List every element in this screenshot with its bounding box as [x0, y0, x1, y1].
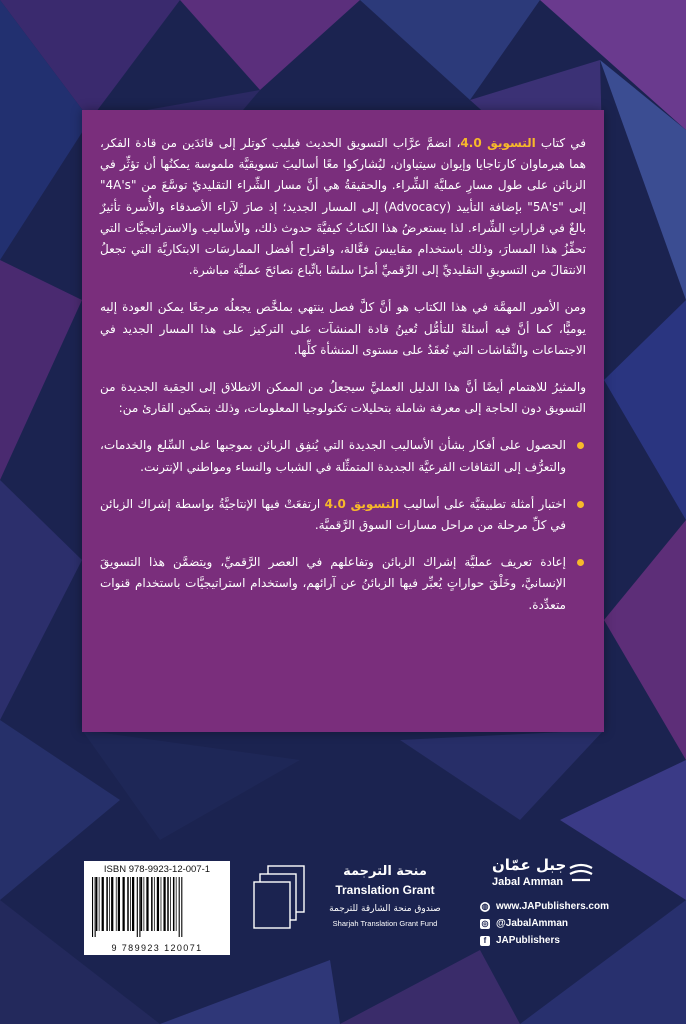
barcode-bar: [144, 877, 145, 931]
bullet-item: [100, 435, 586, 477]
grant-title-en: Translation Grant: [335, 883, 435, 897]
grant-title-ar: منحة الترجمة: [343, 864, 427, 879]
paragraph-guide: والمثيرُ للاهتمام أيضًا أنَّ هذا الدليل العمليَّ سيجعلُ من الممكن الانطلاق إلى الحِقبة الجديدة من التسويق دون الحاجة إلى معرفة شاملة بتحليلات تكنولوجيا المعلومات، وذلك بتمكين القارئ من:: [100, 380, 586, 416]
barcode-bar: [127, 877, 129, 931]
bullet-item: [100, 552, 586, 616]
back-cover-blurb: [100, 133, 586, 632]
book-stack-icon: [252, 860, 312, 938]
barcode-bar: [130, 877, 131, 931]
barcode-bar: [123, 877, 125, 931]
instagram-icon: ◎: [481, 918, 489, 928]
barcode-bar: [173, 877, 175, 931]
website-text: www.JAPublishers.com: [496, 901, 609, 912]
contact-website[interactable]: [480, 898, 620, 915]
publisher-name-en: Jabal Amman: [492, 876, 564, 888]
barcode-bar: [151, 877, 153, 931]
instagram-text: @JabalAmman: [496, 918, 568, 929]
barcode-bar: [102, 877, 104, 931]
barcode-guard-bar: [137, 877, 138, 937]
barcode-digits: 9 789923 120071: [111, 943, 203, 953]
barcode-guard-bar: [179, 877, 180, 937]
barcode-bar: [176, 877, 177, 931]
isbn-label: ISBN 978-9923-12-007-1: [103, 864, 211, 875]
barcode-bar: [96, 877, 98, 931]
barcode-bar: [157, 877, 159, 931]
contact-instagram[interactable]: [480, 915, 620, 932]
bullet-dot-icon: [577, 442, 584, 449]
barcode-guard-bar: [181, 877, 182, 937]
publisher-contacts: [480, 898, 620, 949]
facebook-icon: f: [480, 936, 490, 946]
barcode-bar: [154, 877, 155, 931]
bullet-text-rest: ارتفعَتْ فيها الإنتاجيَّةُ بواسطة إشراك الزبائن في كلِّ مرحلة من مراحل مسارات السوق الرَّقميَّة.: [100, 496, 566, 533]
intro-text-rest: ، انضمَّ عرَّاب التسويق الحديث فيليب كوتلر إلى قائدَين من قادة الفكر، هما هيرماوان كارتاجايا وإيوان سيتياوان، ليُشاركوا معًا أساليبَ تسويقيَّة ملموسة يمكنُها أن تؤثِّر في الزبائن على طول مسارِ عمليَّة الشِّراء. والحقيقةُ هي أنَّ مسار الشِّراء التقليديّ توسَّعَ من "4A's" إلى "5A's" بإضافة التأييد (Advocacy) إلى المسار الجديد؛ إذ صارَ لآراء الأصدقاء والأُسرة تأثيرٌ بالغٌ في قراراتِ الشِّراء. لذا يستعرضُ هذا الكتابُ كيفيَّةَ حدوث ذلك، والأساليب والاستراتيجيَّات التي تحفِّزُ هذا المسارَ، وذلك باستخدام مقاييسَ فعَّالة، واقتراح أفضل الممارسَات الابتكاريَّة التي تجعلُ الانتقالَ من التسويقِ التقليديِّ إلى الرَّقميِّ أمرًا سلسًا باتِّباع نصائحَ عمليَّة مباشرة.: [100, 136, 586, 278]
publisher-logo: [478, 856, 608, 896]
jabal-amman-logo-icon: [566, 860, 596, 886]
barcode-bar: [111, 877, 113, 931]
publisher-name-ar: جبل عمّان: [492, 856, 567, 874]
book-title-highlight: التسويق 4.0: [460, 136, 536, 150]
barcode-bar: [170, 877, 171, 931]
barcode-bar: [109, 877, 110, 931]
barcode-bar: [106, 877, 108, 931]
grant-fund-en: Sharjah Translation Grant Fund: [332, 919, 438, 928]
barcode-bar: [116, 877, 117, 931]
translation-grant-logo: [252, 860, 452, 940]
bullet-highlight: التسويق 4.0: [324, 496, 400, 511]
barcode-bars: [90, 877, 224, 937]
bullet-text: إعادة تعريف عمليَّة إشراك الزبائن وتفاعلهم في العصر الرَّقميِّ، ويتضمَّن هذا التسويقَ الإنسانيَّ، وخَلْقَ حواراتٍ يُعبِّر فيها الزبائنُ عن آرائهم، واستخدام استراتيجيَّات باستخدام قنوات متعدِّدة.: [100, 555, 566, 612]
barcode-bar: [146, 877, 148, 931]
barcode-bar: [163, 877, 165, 931]
globe-icon: ◍: [481, 901, 489, 911]
barcode-guard-bar: [95, 877, 96, 937]
bullet-text: اختبار أمثلة تطبيقيَّة على أساليب: [399, 496, 566, 511]
paragraph-intro: [100, 133, 586, 281]
barcode-bar: [161, 877, 162, 931]
bullet-list: [100, 435, 586, 615]
barcode-bar: [141, 877, 143, 931]
barcode-guard-bar: [139, 877, 140, 937]
barcode-bar: [132, 877, 134, 931]
barcode-guard-bar: [92, 877, 93, 937]
facebook-text: JAPublishers: [496, 935, 560, 946]
contact-facebook[interactable]: [480, 932, 620, 949]
isbn-barcode: [84, 861, 230, 955]
bullet-dot-icon: [577, 501, 584, 508]
paragraph-summary: ومن الأمور المهمَّة في هذا الكتاب هو أنَّ كلَّ فصل ينتهي بملخَّص يجعلُه مرجعًا يمكن العودة إليه يوميًّا، كما أنَّ فيه أسئلةً للتأمُّل تُعينُ قادة المنشآت على التركيز على هذا المسار الجديد في الاجتماعات والنِّقاشات التي تُعقَدُ على مستوى المنشأة كلِّها.: [100, 300, 586, 357]
bullet-item: [100, 494, 586, 536]
barcode-bar: [99, 877, 100, 931]
barcode-bar: [118, 877, 120, 931]
grant-fund-ar: صندوق منحة الشارقة للترجمة: [329, 904, 441, 914]
intro-text-start: في كتاب: [535, 136, 586, 150]
bullet-dot-icon: [577, 559, 584, 566]
barcode-bar: [167, 877, 169, 931]
bullet-text: الحصول على أفكار بشأن الأساليب الجديدة التي يُنفِق الزبائن بموجبها على السِّلع والخدمات، والتعرُّف إلى الثقافات الفرعيَّة الجديدة المتمثِّلة في الشباب والنساء ومواطني الإنترنت.: [100, 438, 566, 474]
